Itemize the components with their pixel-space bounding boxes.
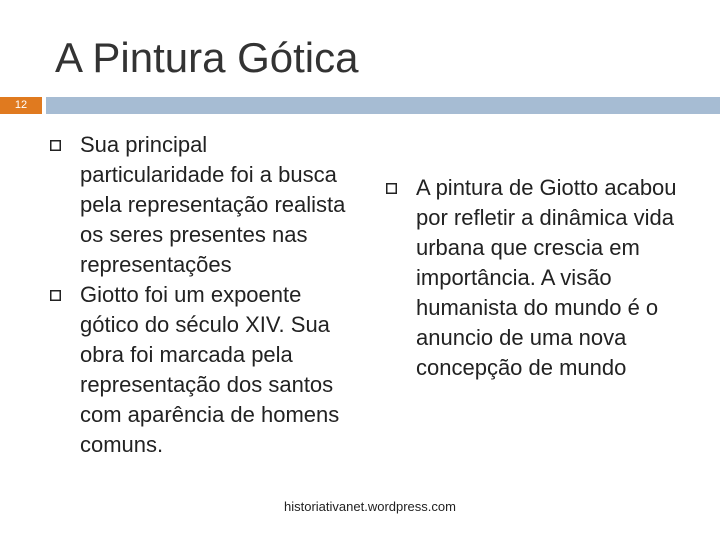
- hollow-square-bullet-icon: [50, 290, 61, 301]
- bullet-text: Giotto foi um expoente gótico do século XIV. Sua obra foi marcada pela representação dos santos com aparência de homens comuns.: [80, 282, 340, 457]
- slide-number-badge: [0, 97, 42, 114]
- bullet-text: Sua principal particularidade foi a busca pela representação realista os seres presentes nas representações: [80, 132, 346, 277]
- slide-number: 12: [14, 99, 28, 111]
- bullet-item: [48, 280, 348, 460]
- hollow-square-bullet-icon: [50, 140, 61, 151]
- slide-title: A Pintura Gótica: [55, 34, 359, 81]
- header-band-bar: [46, 97, 720, 114]
- source-credit: historiativanet.wordpress.com: [284, 499, 456, 514]
- bullet-item: [384, 173, 704, 383]
- header-band: [0, 97, 720, 114]
- bullet-text: A pintura de Giotto acabou por refletir a dinâmica vida urbana que crescia em importância. A visão humanista do mundo é o anuncio de uma nova concepção de mundo: [416, 175, 677, 380]
- left-column: [48, 130, 348, 460]
- right-column: [384, 173, 704, 383]
- hollow-square-bullet-icon: [386, 183, 397, 194]
- bullet-item: [48, 130, 348, 280]
